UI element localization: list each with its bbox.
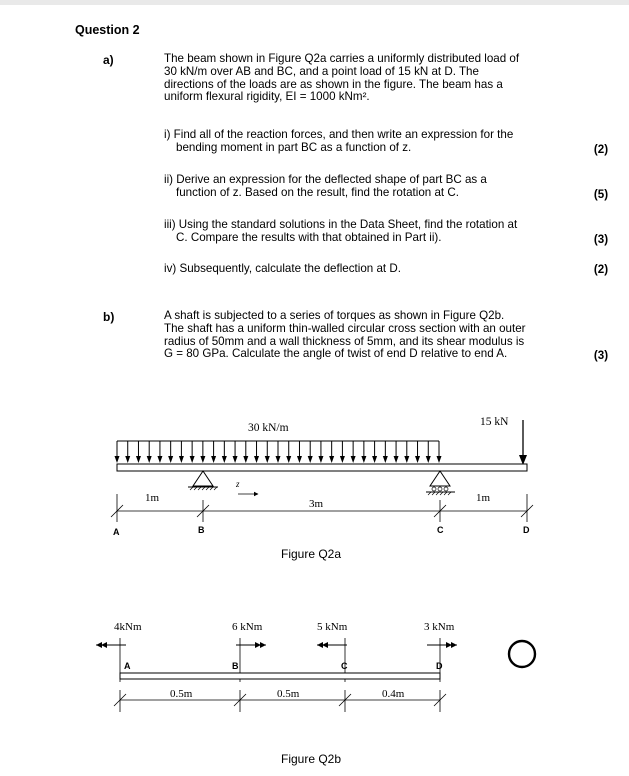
part-a-intro <box>164 53 519 104</box>
torque-d-arrow <box>427 642 457 648</box>
subpart-ii-line: function of z. Based on the result, find the rotation at C. <box>176 185 459 199</box>
subpart-iv-line: iv) Subsequently, calculate the deflection at D. <box>164 262 401 275</box>
udl-arrow-head <box>372 456 377 463</box>
figure-q2b-caption: Figure Q2b <box>281 752 342 766</box>
part-a-intro-line: directions of the loads are as shown in the figure. The beam has a <box>164 77 503 91</box>
udl-arrow-head <box>361 456 366 463</box>
part-b-intro <box>164 310 526 361</box>
subpart-iii-line: C. Compare the results with that obtained in Part ii). <box>176 230 442 244</box>
figure-q2a-caption: Figure Q2a <box>281 547 342 561</box>
udl-arrow-head <box>383 456 388 463</box>
udl-arrow-head <box>147 456 152 463</box>
udl-arrow-head <box>168 456 173 463</box>
udl-arrow-head <box>222 456 227 463</box>
cross-section-circle <box>509 641 535 667</box>
udl-arrow-head <box>115 456 120 463</box>
subpart-ii-marks: (5) <box>593 188 609 201</box>
part-b-intro-line: The shaft has a uniform thin-walled circular cross section with an outer <box>164 321 526 335</box>
subpart-i-marks: (2) <box>593 143 609 156</box>
torque-a-arrow <box>96 642 126 648</box>
torque-c-arrow <box>317 642 347 648</box>
subpart-i-line: i) Find all of the reaction forces, and then write an expression for the <box>164 128 514 141</box>
udl-arrow-head <box>286 456 291 463</box>
dim-ab: 1m <box>145 492 160 504</box>
shaft-point-c: C <box>341 661 348 671</box>
udl-arrow-head <box>329 456 334 463</box>
point-b-label: B <box>198 525 205 535</box>
point-c-label: C <box>437 525 444 535</box>
udl-arrow-head <box>125 456 130 463</box>
torque-b-label: 6 kNm <box>232 621 263 633</box>
subpart-iii-line: iii) Using the standard solutions in the Data Sheet, find the rotation at <box>164 218 518 231</box>
part-b-marks: (3) <box>593 349 609 362</box>
dim-ab-shaft: 0.5m <box>170 688 193 700</box>
part-a-intro-line: uniform flexural rigidity, EI = 1000 kNm². <box>164 90 370 104</box>
z-label: z <box>236 479 240 489</box>
shaft-point-b: B <box>232 661 239 671</box>
udl-arrow-head <box>297 456 302 463</box>
udl-arrow-head <box>437 456 442 463</box>
subpart-iv-marks: (2) <box>593 263 609 276</box>
subpart-i <box>164 129 513 155</box>
udl-arrow-head <box>200 456 205 463</box>
udl-arrow-head <box>136 456 141 463</box>
subpart-i-line: bending moment in part BC as a function of z. <box>176 140 412 154</box>
point-load-arrow <box>519 420 527 465</box>
subpart-iii <box>164 219 517 245</box>
udl-arrow-head <box>190 456 195 463</box>
question-title: Question 2 <box>75 23 140 37</box>
part-b-intro-line: G = 80 GPa. Calculate the angle of twist of end D relative to end A. <box>164 347 508 361</box>
subpart-ii-line: ii) Derive an expression for the deflected shape of part BC as a <box>164 173 487 186</box>
udl-arrow-head <box>308 456 313 463</box>
shaft <box>120 673 440 679</box>
part-b-intro-line: A shaft is subjected to a series of torques as shown in Figure Q2b. <box>164 309 505 322</box>
subpart-iv <box>164 263 401 276</box>
udl-arrow-head <box>179 456 184 463</box>
point-load-label: 15 kN <box>480 416 509 428</box>
part-b-intro-line: radius of 50mm and a wall thickness of 5mm, and its shear modulus is <box>164 334 525 348</box>
udl-arrow-head <box>157 456 162 463</box>
part-a-intro-line: The beam shown in Figure Q2a carries a uniformly distributed load of <box>164 52 520 65</box>
subpart-iii-marks: (3) <box>593 233 609 246</box>
shaft-point-a: A <box>124 661 131 671</box>
udl-arrow-head <box>254 456 259 463</box>
support-c <box>426 471 455 495</box>
udl-arrows <box>115 441 442 463</box>
dim-cd: 1m <box>476 492 491 504</box>
support-b <box>188 471 218 490</box>
udl-arrow-head <box>394 456 399 463</box>
top-border <box>0 0 629 5</box>
udl-arrow-head <box>426 456 431 463</box>
point-a-label: A <box>113 527 120 537</box>
dim-bc: 3m <box>309 498 324 510</box>
udl-arrow-head <box>351 456 356 463</box>
figure-q2b <box>0 610 629 720</box>
subpart-ii <box>164 174 487 200</box>
part-a-label: a) <box>103 53 114 67</box>
point-d-label: D <box>523 525 530 535</box>
udl-arrow-head <box>233 456 238 463</box>
udl-arrow-head <box>243 456 248 463</box>
udl-label: 30 kN/m <box>248 422 289 434</box>
udl-arrow-head <box>211 456 216 463</box>
torque-a-label: 4kNm <box>114 621 142 633</box>
beam <box>117 464 527 471</box>
udl-arrow-head <box>276 456 281 463</box>
dim-bc-shaft: 0.5m <box>277 688 300 700</box>
torque-c-label: 5 kNm <box>317 621 348 633</box>
udl-arrow-head <box>404 456 409 463</box>
udl-arrow-head <box>265 456 270 463</box>
udl-arrow-head <box>415 456 420 463</box>
udl-arrow-head <box>318 456 323 463</box>
torque-b-arrow <box>236 642 266 648</box>
torque-d-label: 3 kNm <box>424 621 455 633</box>
part-a-intro-line: 30 kN/m over AB and BC, and a point load of 15 kN at D. The <box>164 64 479 78</box>
shaft-point-d: D <box>436 661 443 671</box>
udl-arrow-head <box>340 456 345 463</box>
dim-cd-shaft: 0.4m <box>382 688 405 700</box>
part-b-label: b) <box>103 310 115 324</box>
